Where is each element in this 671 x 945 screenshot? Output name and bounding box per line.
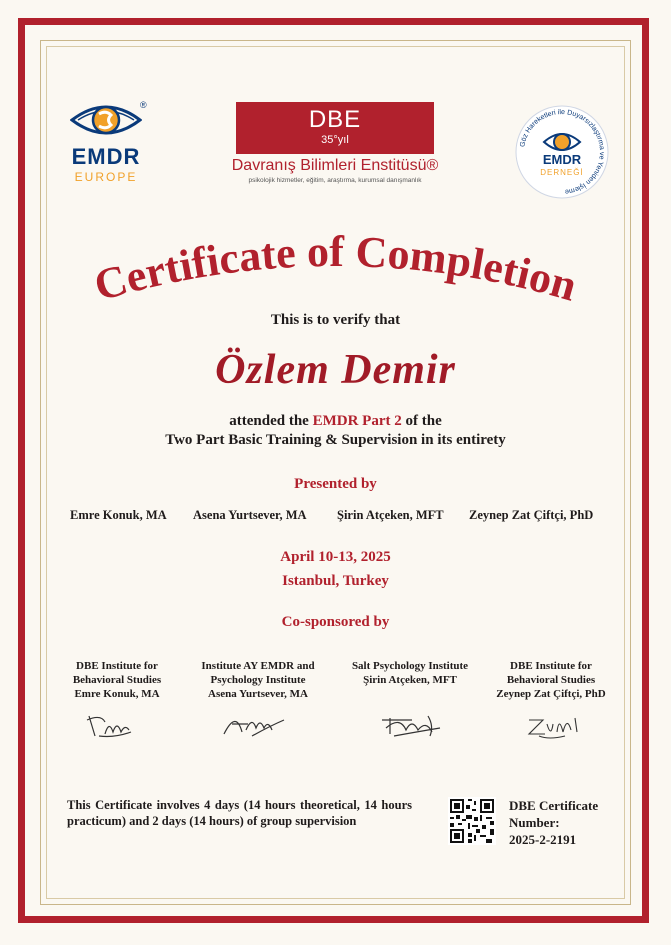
sponsor-line: Emre Konuk, MA: [74, 688, 160, 700]
sponsor-3: [340, 659, 480, 687]
svg-text:EMDR: EMDR: [542, 152, 582, 167]
signature-3: [372, 706, 462, 742]
sponsor-line: Behavioral Studies: [506, 674, 596, 686]
recipient-name: Özlem Demir: [215, 347, 456, 393]
event-location: Istanbul, Turkey: [282, 573, 389, 589]
signature-1: [75, 706, 165, 742]
sponsor-line: Asena Yurtsever, MA: [208, 688, 308, 700]
attended-suffix: of the: [401, 413, 442, 429]
sponsor-2: [188, 659, 328, 701]
certificate-number-block: [509, 797, 629, 848]
course-name: EMDR Part 2: [312, 413, 402, 429]
certificate-title: [40, 232, 631, 322]
presenter-4: Zeynep Zat Çiftçi, PhD: [469, 508, 594, 522]
attended-prefix: attended the: [229, 413, 313, 429]
sponsor-1: [47, 659, 187, 701]
dbe-logo-box: [236, 102, 434, 154]
dbe-institute-name: Davranış Bilimleri Enstitüsü®: [231, 157, 439, 174]
presenter-1: Emre Konuk, MA: [70, 508, 167, 522]
attended-line: [40, 413, 631, 430]
svg-text:DERNEĞİ: DERNEĞİ: [540, 168, 584, 177]
cosponsored-heading: Co-sponsored by: [281, 614, 390, 630]
sponsor-line: Zeynep Zat Çiftçi, PhD: [496, 688, 606, 700]
sponsor-line: Behavioral Studies: [72, 674, 162, 686]
attended-line-2: Two Part Basic Training & Supervision in its entirety: [165, 432, 506, 448]
emdr-europe-logo: [62, 100, 150, 190]
sponsor-line: DBE Institute for: [510, 660, 592, 672]
dbe-years: 35°yıl: [321, 134, 349, 146]
emdr-dernegi-logo: [514, 104, 610, 200]
sponsor-line: Salt Psychology Institute: [351, 660, 469, 672]
signature-2: [212, 706, 302, 742]
certificate-number-label: DBE Certificate: [509, 798, 599, 813]
presenter-2: Asena Yurtsever, MA: [193, 508, 307, 522]
svg-text:Göz Hareketleri ile Duyarsızla: Göz Hareketleri ile Duyarsızlaştırma ve Yeniden İşleme: [519, 108, 606, 195]
certificate-footnote: This Certificate involves 4 days (14 hours theoretical, 14 hours practicum) and 2 days (14 hours) of group supervision: [67, 798, 412, 828]
event-dates: April 10-13, 2025: [280, 549, 391, 565]
sponsor-line: DBE Institute for: [76, 660, 158, 672]
signature-4: [513, 706, 603, 742]
dbe-tagline: psikolojik hizmetler, eğitim, araştırma, kurumsal danışmanlık: [248, 177, 422, 184]
sponsor-line: Institute AY EMDR and: [201, 660, 315, 672]
europe-word: EUROPE: [74, 170, 138, 184]
sponsor-line: Şirin Atçeken, MFT: [363, 674, 457, 686]
sponsor-line: Psychology Institute: [210, 674, 306, 686]
presenter-3: Şirin Atçeken, MFT: [337, 508, 444, 522]
verify-line: This is to verify that: [270, 312, 401, 328]
registered-mark: ®: [140, 100, 147, 110]
eye-icon: [70, 100, 142, 140]
emdr-word: EMDR: [71, 144, 141, 169]
certificate-number: 2025-2-2191: [509, 832, 577, 847]
sponsor-4: [481, 659, 621, 701]
emdr-dernegi-seal-icon: [514, 104, 610, 200]
svg-text:Certificate of Completion: Certificate of Completion: [88, 232, 583, 311]
certificate-number-label-2: Number:: [509, 815, 560, 830]
presented-by-heading: Presented by: [294, 476, 377, 492]
qr-code-icon[interactable]: [448, 797, 496, 845]
dbe-wordmark: DBE: [308, 106, 362, 133]
